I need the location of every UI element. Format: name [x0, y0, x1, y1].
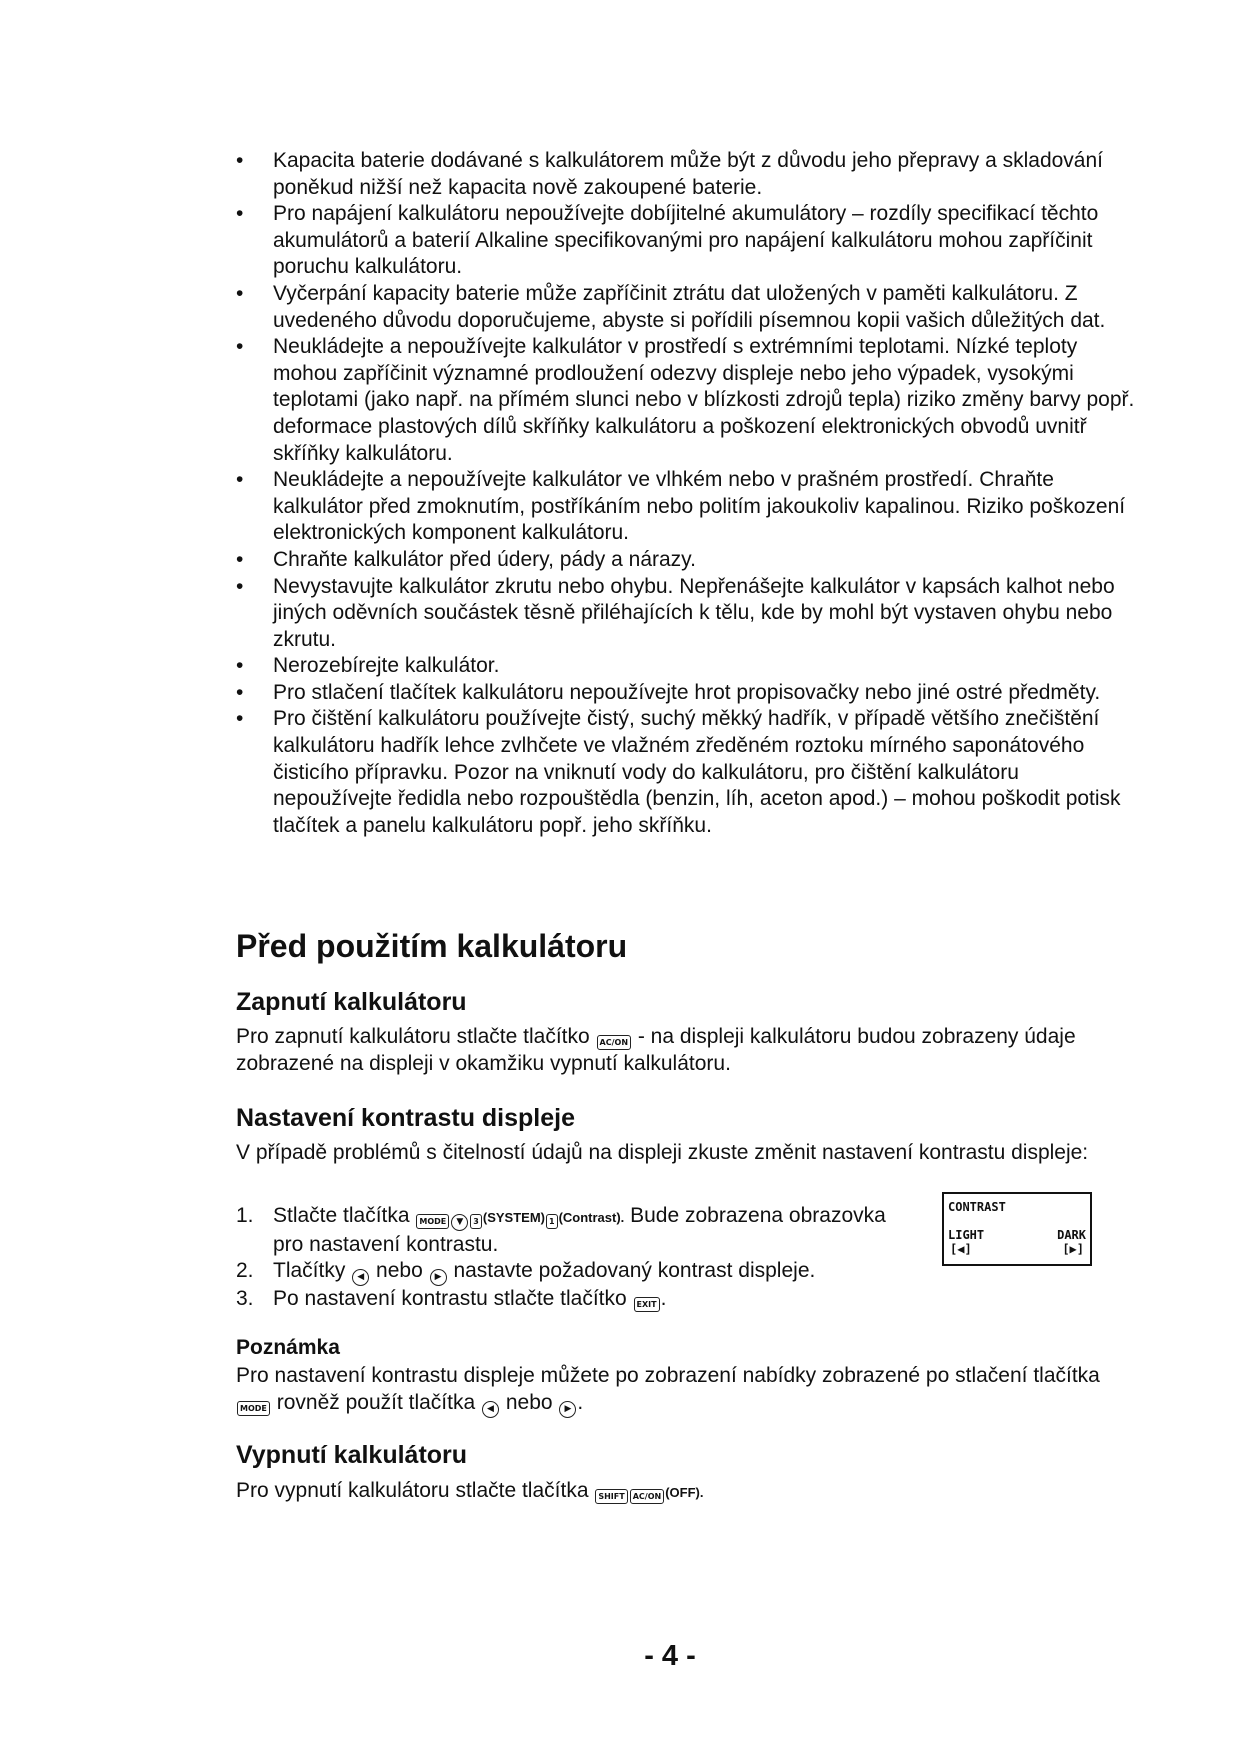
contrast-steps	[236, 1203, 916, 1313]
bullet-icon: •	[236, 680, 244, 704]
digit-1-key-icon: 1	[546, 1214, 558, 1229]
bullet-icon: •	[236, 149, 244, 172]
bullet-icon: •	[236, 202, 244, 226]
contrast-screen-illustration	[942, 1192, 1092, 1266]
power-off-text: Pro vypnutí kalkulátoru stlačte tlačítka SHIFT AC/ON (OFF).	[236, 1479, 704, 1502]
right-arrow-key-icon: ▶	[430, 1269, 447, 1286]
exit-key-icon: EXIT	[634, 1297, 660, 1312]
down-arrow-key-icon: ▼	[451, 1214, 468, 1231]
digit-3-key-icon: 3	[470, 1214, 482, 1229]
bullet-icon: •	[236, 574, 244, 598]
lcd-light-label: LIGHT	[948, 1228, 985, 1242]
list-item: 2. Tlačítky ◀ nebo ▶ nastavte požadovaný kontrast displeje.	[236, 1258, 916, 1286]
bullet-icon: •	[236, 281, 244, 305]
section-title: Před použitím kalkulátoru	[236, 928, 628, 964]
lcd-left-key: [◀]	[950, 1242, 972, 1256]
list-item: • Pro stlačení tlačítek kalkulátoru nepoužívejte hrot propisovačky nebo jiné ostré předměty.	[236, 680, 1136, 707]
mode-key-icon: MODE	[416, 1214, 449, 1229]
list-item: • Neukládejte a nepoužívejte kalkulátor ve vlhkém nebo v prašném prostředí. Chraňte kalkulátor před zmoknutím, postříkáním nebo politím jakoukoliv kapalinou. Riziko poškození elektronických komponent kalkulátoru.	[236, 468, 1126, 545]
left-arrow-key-icon: ◀	[482, 1401, 499, 1418]
note-heading: Poznámka	[236, 1336, 340, 1359]
precautions-list	[236, 148, 1136, 839]
lcd-right-key: [▶]	[1062, 1242, 1084, 1256]
list-item: • Nerozebírejte kalkulátor.	[236, 653, 1136, 680]
bullet-icon: •	[236, 654, 244, 678]
bullet-icon: •	[236, 547, 244, 571]
ac-on-key-icon: AC/ON	[597, 1035, 631, 1050]
bullet-icon: •	[236, 468, 244, 492]
list-item: • Vyčerpání kapacity baterie může zapříčinit ztrátu dat uložených v paměti kalkulátoru. Z uvedeného důvodu doporučujeme, abyste si pořídili písemnou kopii vašich důležitých dat.	[236, 281, 1106, 332]
list-item: • Neukládejte a nepoužívejte kalkulátor v prostředí s extrémními teplotami. Nízké teploty mohou zapříčinit významné prodloužení odezvy displeje nebo jeho výpadek, vysokými teplotami (jako např. na přímém slunci nebo v blízkosti zdrojů tepla) riziko změny barvy popř. deformace plastových dílů skříňky kalkulátoru a poškození elektronických obvodů uvnitř skříňky kalkulátoru.	[236, 335, 1135, 465]
list-item: • Pro čištění kalkulátoru používejte čistý, suchý měkký hadřík, v případě většího znečištění kalkulátoru hadřík lehce zvlhčete ve vlažném zředěném roztoku mírného saponátového čisticího přípravku. Pozor na vniknutí vody do kalkulátoru, pro čištění kalkulátoru nepoužívejte ředidla nebo rozpouštědla (benzin, líh, aceton apod.) – mohou poškodit potisk tlačítek a panelu kalkulátoru popř. jeho skříňku.	[236, 707, 1121, 837]
list-item: 1. Stlačte tlačítka MODE ▼ 3 (SYSTEM) 1 (Contrast). Bude zobrazena obrazovka pro nastavení kontrastu.	[236, 1204, 886, 1256]
list-item: 3. Po nastavení kontrastu stlačte tlačítko EXIT .	[236, 1287, 667, 1311]
left-arrow-key-icon: ◀	[352, 1269, 369, 1286]
contrast-heading: Nastavení kontrastu displeje	[236, 1104, 576, 1132]
power-on-text: Pro zapnutí kalkulátoru stlačte tlačítko AC/ON - na displeji kalkulátoru budou zobrazeny údaje zobrazené na displeji v okamžiku vypnutí kalkulátoru.	[236, 1025, 1076, 1075]
list-item: • Kapacita baterie dodávané s kalkulátorem může být z důvodu jeho přepravy a skladování poněkud nižší než kapacita nově zakoupené baterie.	[236, 149, 1103, 199]
list-item: • Nevystavujte kalkulátor zkrutu nebo ohybu. Nepřenášejte kalkulátor v kapsách kalhot nebo jiných oděvních součástek těsně přiléhajících k tělu, kde by mohl být vystaven ohybu nebo zkrutu.	[236, 574, 1115, 651]
lcd-title: CONTRAST	[948, 1200, 1006, 1214]
power-off-heading: Vypnutí kalkulátoru	[236, 1441, 468, 1469]
mode-key-icon: MODE	[237, 1401, 270, 1416]
right-arrow-key-icon: ▶	[559, 1401, 576, 1418]
ac-on-key-icon: AC/ON	[630, 1489, 664, 1504]
lcd-dark-label: DARK	[1057, 1228, 1086, 1242]
contrast-intro: V případě problémů s čitelností údajů na displeji zkuste změnit nastavení kontrastu displeje:	[236, 1141, 1089, 1164]
bullet-icon: •	[236, 335, 244, 359]
list-item: • Pro napájení kalkulátoru nepoužívejte dobíjitelné akumulátory – rozdíly specifikací těchto akumulátorů a baterií Alkaline specifikovanými pro napájení kalkulátoru mohou zapříčinit poruchu kalkulátoru.	[236, 202, 1099, 279]
page-number: - 4 -	[644, 1640, 696, 1672]
bullet-icon: •	[236, 707, 244, 731]
list-item: • Chraňte kalkulátor před údery, pády a nárazy.	[236, 547, 1136, 574]
shift-key-icon: SHIFT	[595, 1489, 627, 1504]
power-on-heading: Zapnutí kalkulátoru	[236, 988, 467, 1016]
note-text: Pro nastavení kontrastu displeje můžete po zobrazení nabídky zobrazené po stlačení tlačítka MODE rovněž použít tlačítka ◀ nebo ▶ .	[236, 1362, 1136, 1418]
